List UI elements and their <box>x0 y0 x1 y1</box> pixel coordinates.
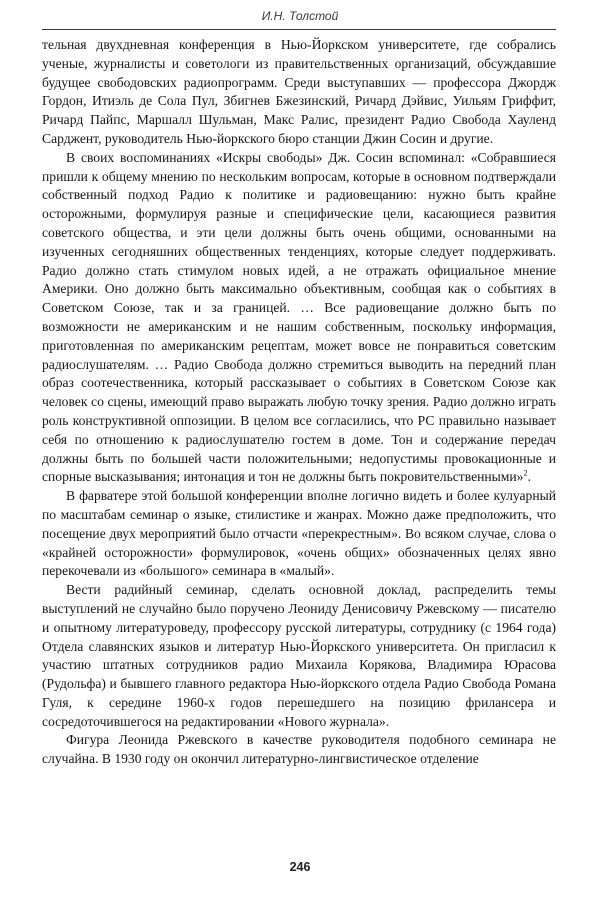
paragraph-quote <box>42 149 556 487</box>
header-rule <box>42 29 556 30</box>
paragraph-continued <box>42 36 556 149</box>
running-title: И.Н. Толстой <box>261 9 339 23</box>
paragraph-text: Фигура Леонида Ржевского в качестве руководителя подобного семинара не случайна. В 1930 году он окончил литературно-лингвистическое отделение <box>42 732 556 767</box>
paragraph <box>42 487 556 581</box>
page-number: 246 <box>289 860 311 874</box>
paragraph-text: тельная двухдневная конференция в Нью-Йоркском университете, где собрались ученые, журналисты и советологи из правительственных организаций, обсуждавшие будущее свободовских радиопрограмм. Среди выступавших — профессора Джордж Гордон, Итиэль де Сола Пул, Збигнев Бжезинский, Ричард Дэйвис, Уильям Гриффит, Ричард Пайпс, Маршалл Шульман, Макс Ралис, президент Радио Свобода Хауленд Сарджент, руководитель Нью-йоркского бюро станции Джин Сосин и другие. <box>42 37 556 146</box>
paragraph-text: В своих воспоминаниях «Искры свободы» Дж. Сосин вспоминал: «Собравшиеся пришли к общему мнению по нескольким вопросам, которые в основном подтверждали собственный подход Радио к политике и радиовещанию: нужно быть крайне осторожными, формулируя разные и специфические цели, касающиеся развития советского общества, и эти цели должны быть очень общими, основанными на изученных сегодняшних общественных тенденциях, которые следует поддерживать. Радио должно стать стимулом новых идей, а не отражать официальное мнение Америки. Оно должно быть максимально объективным, сообщая как о событиях в Советском Союзе, так и за границей. … Все радиовещание должно быть по возможности не американским и не нашим собственным, поскольку информация, приготовленная по американским рецептам, может вовсе не понравиться советским радиослушателям. … Радио Свобода должно стремиться выводить на передний план образ соотечественника, который рассказывает о событиях в Советском Союзе как человек со сцены, имеющий право выражать любую точку зрения. Радио должно играть роль конструктивной оппозиции. В целом все согласились, что РС правильно называет себя по отношению к радиослушателю гостем в доме. Тон и содержание передач должны быть по большей части положительными; недопустимы провокационные и спорные высказывания; интонация и тон не должны быть покровительственными» <box>42 149 556 485</box>
paragraph-text: В фарватере этой большой конференции вполне логично видеть и более кулуарный по масштабам семинар о языке, стилистике и жанрах. Можно даже предположить, что посещение двух мероприятий было отчасти «перекрестным». Во всяком случае, слова о «крайней осторожности» формулировок, «очень общих» обозначенных целях явно перекочевали из «большого» семинара в «малый». <box>42 488 556 579</box>
paragraph <box>42 731 556 769</box>
paragraph <box>42 581 556 731</box>
paragraph-tail: . <box>527 469 531 485</box>
body-text <box>42 36 556 769</box>
paragraph-text: Вести радийный семинар, сделать основной доклад, распределить темы выступлений не случайно было поручено Леониду Денисовичу Ржевскому — писателю и опытному литературоведу, профессору русской литературы, сотруднику (с 1964 года) Отдела славянских языков и литератур Нью-Йоркского университета. Он пригласил к участию штатных сотрудников радио Михаила Корякова, Владимира Юрасова (Рудольфа) и бывшего главного редактора Нью-йоркского отдела Радио Свобода Романа Гуля, к середине 1960-х годов перешедшего на позицию фрилансера и сосредоточившегося на редактировании «Нового журнала». <box>42 582 556 729</box>
footnote-reference[interactable]: 2 <box>523 468 528 478</box>
